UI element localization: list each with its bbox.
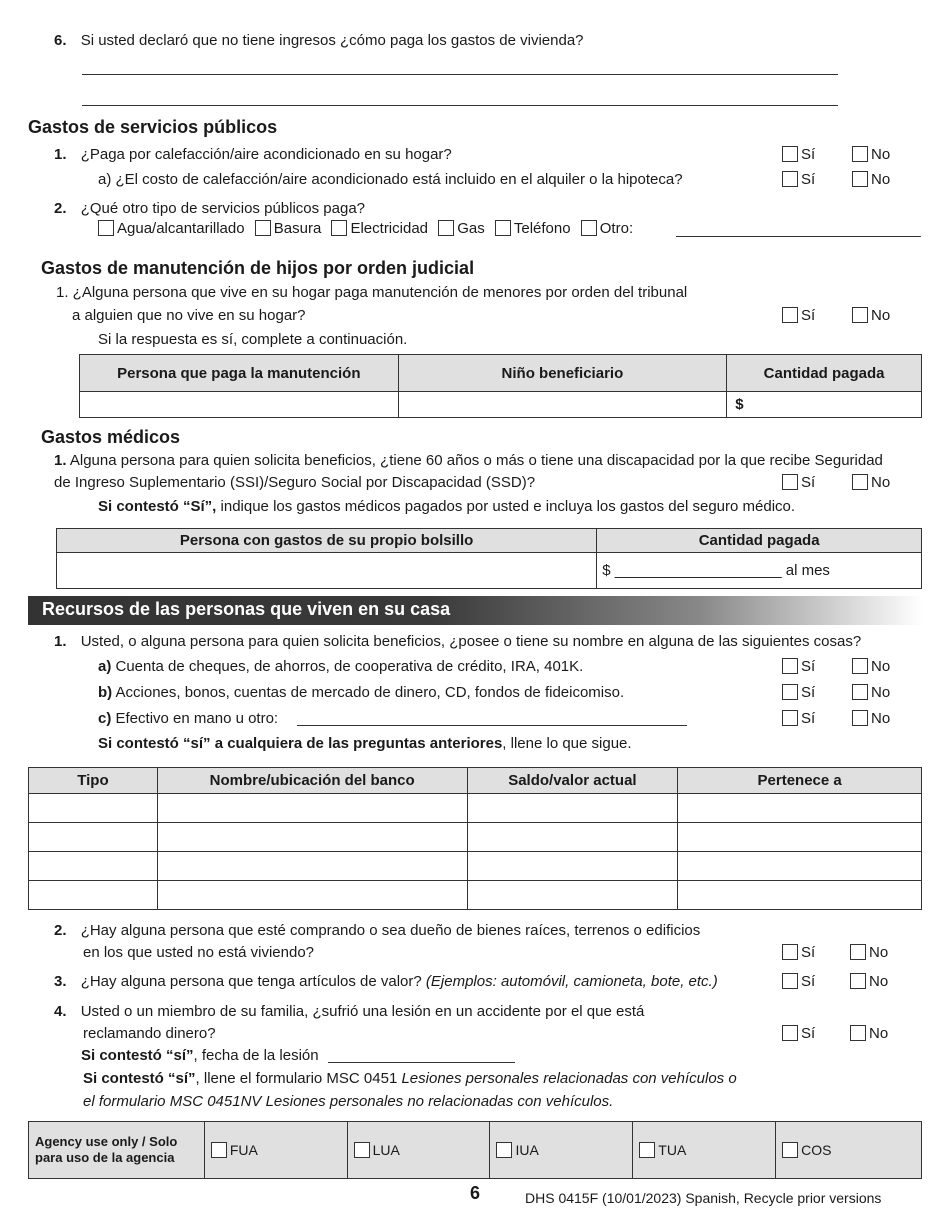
- resources-item-a: [98, 658, 583, 675]
- col-header: Tipo: [29, 768, 158, 794]
- no-label: No: [871, 146, 891, 163]
- resources-a-no[interactable]: [852, 658, 890, 675]
- other-utility-field[interactable]: [676, 236, 921, 237]
- option-label: FUA: [229, 1142, 258, 1158]
- resources-q4-yes[interactable]: [782, 1025, 815, 1042]
- option-label: COS: [801, 1142, 832, 1158]
- child-support-note: Si la respuesta es sí, complete a continuación.: [98, 331, 408, 348]
- table-cell[interactable]: [157, 794, 467, 823]
- checkbox[interactable]: [850, 973, 866, 989]
- option-other[interactable]: [581, 220, 633, 237]
- medical-yes[interactable]: [782, 474, 815, 491]
- child-support-yes[interactable]: [782, 307, 815, 324]
- question-number: 1.: [54, 146, 67, 163]
- checkbox[interactable]: [782, 684, 798, 700]
- checkbox[interactable]: [581, 220, 597, 236]
- item-text: Acciones, bonos, cuentas de mercado de dinero, CD, fondos de fideicomiso.: [112, 684, 625, 701]
- item-letter: a): [98, 658, 112, 675]
- yes-label: Sí: [801, 146, 816, 163]
- utilities-q1a-no[interactable]: [852, 171, 890, 188]
- table-cell[interactable]: [29, 881, 158, 910]
- no-label: No: [869, 944, 889, 961]
- form-instruction-line1: [83, 1070, 737, 1087]
- table-header-row: [29, 768, 922, 794]
- medical-note: [98, 498, 795, 515]
- resources-item-c: [98, 710, 278, 727]
- note-bold: Si contestó “sí” a cualquiera de las preguntas anteriores: [98, 735, 503, 752]
- checkbox[interactable]: [495, 220, 511, 236]
- checkbox[interactable]: [782, 658, 798, 674]
- option-label: Basura: [273, 220, 322, 237]
- utilities-question-1: [54, 146, 452, 163]
- checkbox[interactable]: [852, 658, 868, 674]
- checkbox[interactable]: [782, 307, 798, 323]
- utilities-q1-no[interactable]: [852, 146, 890, 163]
- checkbox[interactable]: [211, 1142, 227, 1158]
- note-bold: Si contestó “Sí”,: [98, 498, 217, 515]
- yes-label: Sí: [801, 944, 816, 961]
- table-cell[interactable]: [29, 823, 158, 852]
- answer-line-2[interactable]: [82, 105, 838, 106]
- question-text: Usted o un miembro de su familia, ¿sufrió una lesión en un accidente por el que está: [80, 1003, 645, 1020]
- resources-table: [28, 767, 922, 910]
- question-text: Alguna persona para quien solicita beneficios, ¿tiene 60 años o más o tiene una discapacidad por la que recibe Seguridad: [66, 452, 883, 469]
- table-cell[interactable]: [467, 823, 678, 852]
- checkbox[interactable]: [782, 1142, 798, 1158]
- col-header: Nombre/ubicación del banco: [157, 768, 467, 794]
- item-letter: c): [98, 710, 112, 727]
- resources-question-2-line2: en los que usted no está viviendo?: [83, 944, 314, 961]
- form-identifier: DHS 0415F (10/01/2023) Spanish, Recycle prior versions: [525, 1190, 882, 1206]
- option-label: Electricidad: [350, 220, 429, 237]
- option-label: Gas: [457, 220, 485, 237]
- item-text: Cuenta de cheques, de ahorros, de cooperativa de crédito, IRA, 401K.: [111, 658, 584, 675]
- option-phone[interactable]: [495, 220, 571, 237]
- checkbox[interactable]: [850, 944, 866, 960]
- table-cell[interactable]: [29, 852, 158, 881]
- col-header: Persona con gastos de su propio bolsillo: [57, 529, 597, 553]
- checkbox[interactable]: [782, 146, 798, 162]
- resources-question-3: [54, 973, 718, 990]
- medical-question-line1: [54, 452, 883, 469]
- table-cell[interactable]: [157, 881, 467, 910]
- medical-no[interactable]: [852, 474, 890, 491]
- amount-cell[interactable]: [597, 553, 922, 589]
- no-label: No: [871, 307, 891, 324]
- checkbox[interactable]: [852, 307, 868, 323]
- question-text: ¿Paga por calefacción/aire acondicionado en su hogar?: [80, 146, 452, 163]
- medical-question-line2: de Ingreso Suplementario (SSI)/Seguro Social por Discapacidad (SSD)?: [54, 474, 536, 491]
- no-label: No: [871, 171, 891, 188]
- table-row: [57, 553, 922, 589]
- item-text: Efectivo en mano u otro:: [111, 710, 279, 727]
- table-cell[interactable]: [678, 881, 922, 910]
- col-header: Persona que paga la manutención: [80, 355, 399, 392]
- agency-option-fua[interactable]: [204, 1122, 347, 1179]
- utilities-question-1a: a) ¿El costo de calefacción/aire acondicionado está incluido en el alquiler o la hipoteca?: [98, 171, 683, 188]
- agency-label-line1: Agency use only / Solo: [35, 1134, 178, 1149]
- resources-a-yes[interactable]: [782, 658, 815, 675]
- section-banner-resources: Recursos de las personas que viven en su casa: [28, 596, 923, 625]
- resources-b-no[interactable]: [852, 684, 890, 701]
- checkbox[interactable]: [850, 1025, 866, 1041]
- checkbox[interactable]: [852, 710, 868, 726]
- resources-c-yes[interactable]: [782, 710, 815, 727]
- question-number: 2.: [54, 922, 67, 939]
- option-label: TUA: [658, 1142, 687, 1158]
- yes-label: Sí: [801, 474, 816, 491]
- section-title-medical: Gastos médicos: [41, 427, 181, 447]
- yes-label: Sí: [801, 710, 816, 727]
- table-row: [29, 881, 922, 910]
- no-label: No: [869, 1025, 889, 1042]
- injury-date-line: [81, 1047, 319, 1064]
- agency-option-cos[interactable]: [776, 1122, 922, 1179]
- agency-option-tua[interactable]: [633, 1122, 776, 1179]
- table-row: [29, 794, 922, 823]
- table-row: [80, 392, 922, 418]
- amount-text: $ ____________________ al mes: [602, 562, 830, 579]
- resources-b-yes[interactable]: [782, 684, 815, 701]
- no-label: No: [871, 474, 891, 491]
- no-label: No: [871, 684, 891, 701]
- table-cell[interactable]: [467, 881, 678, 910]
- col-header: Pertenece a: [678, 768, 922, 794]
- yes-label: Sí: [801, 171, 816, 188]
- table-cell[interactable]: [678, 852, 922, 881]
- resources-note: [98, 735, 632, 752]
- question-number: 1.: [54, 633, 67, 650]
- form-text: , llene el formulario MSC 0451: [195, 1070, 402, 1087]
- question-text: ¿Hay alguna persona que esté comprando o sea dueño de bienes raíces, terrenos o edificios: [80, 922, 701, 939]
- no-label: No: [871, 658, 891, 675]
- person-cell[interactable]: [57, 553, 597, 589]
- date-text: , fecha de la lesión: [193, 1047, 319, 1064]
- section-title-child-support: Gastos de manutención de hijos por orden judicial: [41, 258, 475, 278]
- table-header-row: [80, 355, 922, 392]
- option-label: Otro:: [599, 220, 634, 237]
- option-water[interactable]: [98, 220, 245, 237]
- checkbox[interactable]: [331, 220, 347, 236]
- checkbox[interactable]: [639, 1142, 655, 1158]
- question-number: 4.: [54, 1003, 67, 1020]
- other-resource-field[interactable]: [297, 725, 687, 726]
- agency-label: [29, 1122, 205, 1179]
- option-label: LUA: [372, 1142, 400, 1158]
- checkbox[interactable]: [255, 220, 271, 236]
- child-support-question-line2: a alguien que no vive en su hogar?: [72, 307, 306, 324]
- agency-label-line2: para uso de la agencia: [35, 1150, 175, 1165]
- resources-question-2: [54, 922, 700, 939]
- checkbox[interactable]: [852, 474, 868, 490]
- page-number: 6: [470, 1183, 481, 1203]
- checkbox[interactable]: [98, 220, 114, 236]
- yes-label: Sí: [801, 1025, 816, 1042]
- yes-label: Sí: [801, 973, 816, 990]
- section-title-utilities: Gastos de servicios públicos: [28, 117, 278, 137]
- col-header: Niño beneficiario: [398, 355, 727, 392]
- agency-row: [29, 1122, 922, 1179]
- option-label: IUA: [515, 1142, 539, 1158]
- question-example: (Ejemplos: automóvil, camioneta, bote, etc.): [425, 973, 718, 990]
- utilities-question-2: [54, 200, 365, 217]
- option-electricity[interactable]: [331, 220, 428, 237]
- resources-question-1: [54, 633, 861, 650]
- form-instruction-line2: el formulario MSC 0451NV Lesiones personales no relacionadas con vehículos.: [83, 1093, 614, 1110]
- col-header: Cantidad pagada: [597, 529, 922, 553]
- checkbox[interactable]: [354, 1142, 370, 1158]
- resources-item-b: [98, 684, 624, 701]
- no-label: No: [871, 710, 891, 727]
- item-letter: b): [98, 684, 113, 701]
- child-cell[interactable]: [398, 392, 727, 418]
- resources-q2-yes[interactable]: [782, 944, 815, 961]
- child-support-table: [79, 354, 922, 418]
- no-label: No: [869, 973, 889, 990]
- yes-label: Sí: [801, 684, 816, 701]
- resources-q3-no[interactable]: [850, 973, 888, 990]
- table-header-row: [57, 529, 922, 553]
- checkbox[interactable]: [782, 973, 798, 989]
- option-gas[interactable]: [438, 220, 485, 237]
- medical-table: [56, 528, 922, 589]
- table-cell[interactable]: [678, 823, 922, 852]
- col-header: Saldo/valor actual: [467, 768, 678, 794]
- note-text: indique los gastos médicos pagados por usted e incluya los gastos del seguro médico.: [216, 498, 796, 515]
- option-trash[interactable]: [255, 220, 322, 237]
- checkbox[interactable]: [438, 220, 454, 236]
- checkbox[interactable]: [852, 684, 868, 700]
- question-number: 6.: [54, 32, 67, 49]
- utilities-q1-yes[interactable]: [782, 146, 815, 163]
- utilities-options: [98, 220, 633, 237]
- table-cell[interactable]: [157, 823, 467, 852]
- checkbox[interactable]: [782, 171, 798, 187]
- note-text: , llene lo que sigue.: [502, 735, 632, 752]
- injury-date-field[interactable]: [328, 1062, 515, 1063]
- table-cell[interactable]: [157, 852, 467, 881]
- resources-c-no[interactable]: [852, 710, 890, 727]
- question-text: ¿Qué otro tipo de servicios públicos paga?: [80, 200, 366, 217]
- checkbox[interactable]: [782, 944, 798, 960]
- agency-option-iua[interactable]: [490, 1122, 633, 1179]
- resources-q2-no[interactable]: [850, 944, 888, 961]
- col-header: Cantidad pagada: [727, 355, 922, 392]
- question-text: Si usted declaró que no tiene ingresos ¿cómo paga los gastos de vivienda?: [80, 32, 584, 49]
- amount-cell[interactable]: [727, 392, 922, 418]
- checkbox[interactable]: [852, 171, 868, 187]
- table-cell[interactable]: [467, 852, 678, 881]
- yes-label: Sí: [801, 307, 816, 324]
- table-cell[interactable]: [678, 794, 922, 823]
- checkbox[interactable]: [782, 1025, 798, 1041]
- answer-line-1[interactable]: [82, 74, 838, 75]
- child-support-question-line1: 1. ¿Alguna persona que vive en su hogar paga manutención de menores por orden del tribunal: [56, 284, 688, 301]
- if-yes-bold: Si contestó “sí”: [83, 1070, 196, 1087]
- yes-label: Sí: [801, 658, 816, 675]
- resources-question-4: [54, 1003, 644, 1020]
- child-support-no[interactable]: [852, 307, 890, 324]
- checkbox[interactable]: [852, 146, 868, 162]
- question-text: ¿Hay alguna persona que tenga artículos de valor?: [80, 973, 426, 990]
- table-cell[interactable]: [467, 794, 678, 823]
- resources-question-4-line2: reclamando dinero?: [83, 1025, 216, 1042]
- question-text: Usted, o alguna persona para quien solicita beneficios, ¿posee o tiene su nombre en alguna de las siguientes cosas?: [80, 633, 862, 650]
- form-italic: Lesiones personales relacionadas con vehículos o: [401, 1070, 737, 1087]
- agency-use-table: [28, 1121, 922, 1179]
- table-row: [29, 852, 922, 881]
- option-label: Teléfono: [513, 220, 571, 237]
- agency-option-lua[interactable]: [347, 1122, 490, 1179]
- question-number: 3.: [54, 973, 67, 990]
- question-6: [54, 32, 584, 49]
- utilities-q1a-yes[interactable]: [782, 171, 815, 188]
- if-yes-bold: Si contestó “sí”: [81, 1047, 194, 1064]
- table-cell[interactable]: [29, 794, 158, 823]
- table-row: [29, 823, 922, 852]
- checkbox[interactable]: [782, 474, 798, 490]
- resources-q3-yes[interactable]: [782, 973, 815, 990]
- checkbox[interactable]: [782, 710, 798, 726]
- checkbox[interactable]: [496, 1142, 512, 1158]
- resources-q4-no[interactable]: [850, 1025, 888, 1042]
- question-number: 1.: [54, 452, 67, 469]
- dollar-sign: $: [735, 396, 744, 413]
- option-label: Agua/alcantarillado: [117, 220, 245, 237]
- payer-cell[interactable]: [80, 392, 399, 418]
- question-number: 2.: [54, 200, 67, 217]
